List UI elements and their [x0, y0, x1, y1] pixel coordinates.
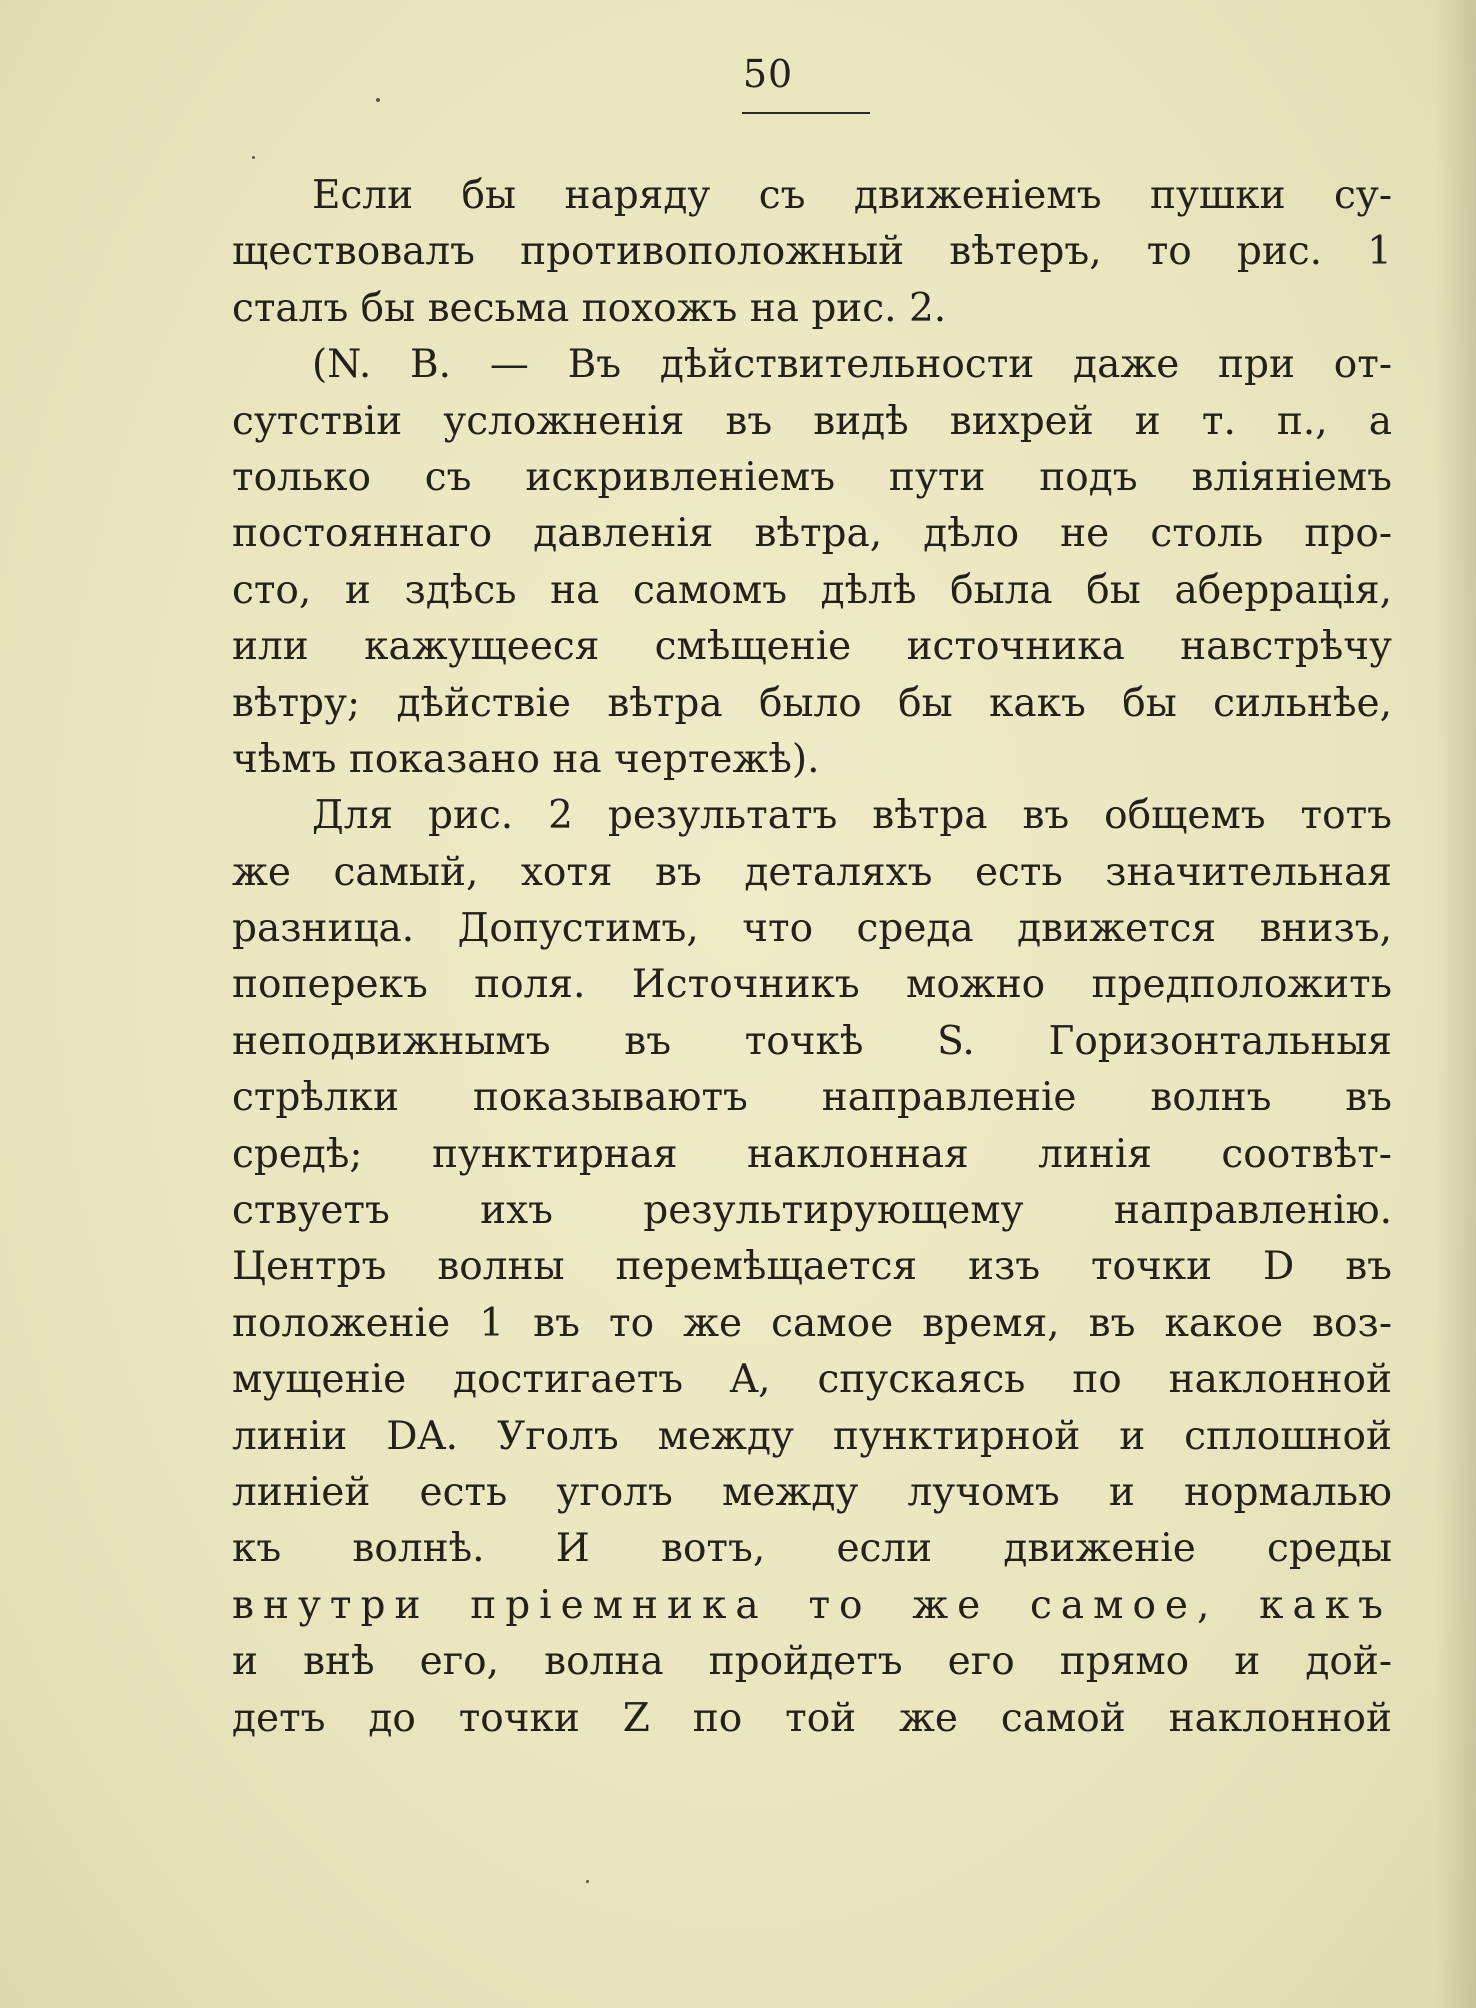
text-line: линіи DA. Уголъ между пунктирной и сплошной [232, 1413, 1392, 1459]
text-line: къ волнѣ. И вотъ, если движеніе среды [232, 1526, 1392, 1572]
text-line: сто, и здѣсь на самомъ дѣлѣ была бы аберрація, [232, 567, 1392, 613]
text-line: положеніе 1 въ то же самое время, въ какое воз- [232, 1300, 1392, 1346]
body-text [232, 168, 1392, 1747]
text-line: стрѣлки показываютъ направленіе волнъ въ [232, 1075, 1392, 1121]
text-line: Для рис. 2 результатъ вѣтра въ общемъ тотъ [312, 793, 1392, 839]
text-line: линіей есть уголъ между лучомъ и нормалью [232, 1469, 1392, 1515]
text-line: Если бы наряду съ движеніемъ пушки су- [312, 173, 1392, 218]
text-line: ствуетъ ихъ результирующему направленію. [232, 1188, 1392, 1234]
paper-speck [252, 156, 255, 159]
text-line: разница. Допустимъ, что среда движется внизъ, [232, 906, 1392, 952]
text-line: поперекъ поля. Источникъ можно предположить [232, 962, 1392, 1008]
paper-speck [376, 98, 380, 102]
text-line: сталъ бы весьма похожъ на рис. 2. [232, 285, 947, 331]
text-line: постояннаго давленія вѣтра, дѣло не столь про- [232, 511, 1392, 557]
page-edge-shadow [1436, 0, 1476, 2008]
paper-speck [586, 1880, 589, 1883]
text-line: ществовалъ противоположный вѣтеръ, то рис. 1 [232, 229, 1392, 275]
page-number: 50 [742, 52, 794, 96]
text-line: внутри пріемника то же самое, какъ [232, 1582, 1392, 1628]
text-line: мущеніе достигаетъ A, спускаясь по наклонной [232, 1357, 1392, 1403]
text-line: (N. B. — Въ дѣйствительности даже при от- [312, 342, 1392, 388]
text-line: неподвижнымъ въ точкѣ S. Горизонтальныя [232, 1018, 1392, 1064]
text-line: и внѣ его, волна пройдетъ его прямо и дой- [232, 1639, 1392, 1685]
text-line: средѣ; пунктирная наклонная линія соотвѣт- [232, 1131, 1392, 1177]
text-line: же самый, хотя въ деталяхъ есть значительная [232, 849, 1392, 895]
text-line: только съ искривленіемъ пути подъ вліяніемъ [232, 454, 1392, 500]
text-line: Центръ волны перемѣщается изъ точки D въ [232, 1244, 1392, 1290]
text-line: сутствіи усложненія въ видѣ вихрей и т. п., а [232, 398, 1392, 444]
text-line: вѣтру; дѣйствіе вѣтра было бы какъ бы сильнѣе, [232, 680, 1392, 726]
text-line: детъ до точки Z по той же самой наклонной [232, 1695, 1392, 1741]
text-line: чѣмъ показано на чертежѣ). [232, 736, 820, 782]
header-rule [742, 112, 870, 114]
text-line: или кажущееся смѣщеніе источника навстрѣчу [232, 624, 1392, 670]
